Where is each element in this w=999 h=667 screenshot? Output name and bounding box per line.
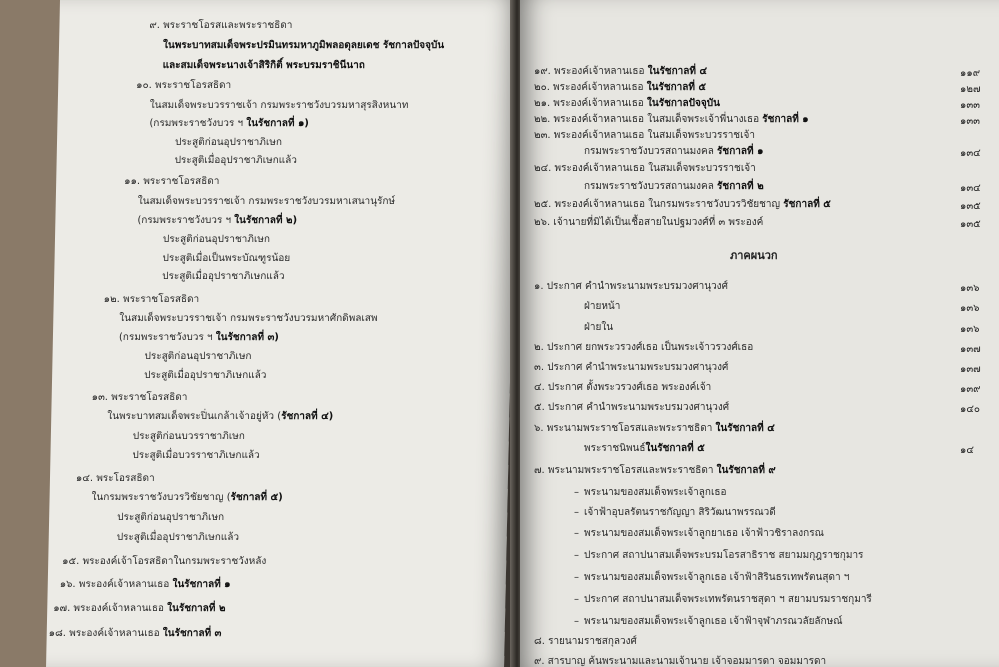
toc-entry: ๒. ประกาศ ยกพระวรวงศ์เธอ เป็นพระเจ้าวรวงศ์เธอ xyxy=(534,342,754,353)
list-dash: – xyxy=(574,572,579,583)
toc-page-number: ๑๒๗ xyxy=(960,84,981,95)
toc-line: ๑๑. พระราชโอรสธิดา xyxy=(124,176,220,187)
toc-entry: ๒๕. พระองค์เจ้าหลานเธอ ในกรมพระราชวังบวรวิชัยชาญ รัชกาลที่ ๕ xyxy=(534,199,831,210)
toc-entry: พระราชนิพนธ์ในรัชกาลที่ ๕ xyxy=(584,443,705,454)
toc-entry: ฝ่ายใน xyxy=(584,322,614,333)
toc-line: ๑๓. พระราชโอรสธิดา xyxy=(91,392,188,403)
list-dash: – xyxy=(574,594,579,605)
toc-line: ประสูติเมื่ออุปราชาภิเษกแล้ว xyxy=(116,532,240,543)
toc-page-number: ๑๓๓ xyxy=(960,100,981,111)
toc-line: ในสมเด็จพระบวรราชเจ้า กรมพระราชวังบวรมหาศักดิพลเสพ xyxy=(119,313,378,324)
toc-entry: ๕. ประกาศ คำนำพระนามพระบรมวงศานุวงศ์ xyxy=(534,402,730,413)
toc-line: (กรมพระราชวังบวร ฯ ในรัชกาลที่ ๒) xyxy=(137,215,298,226)
toc-page-number: ๑๓๓ xyxy=(960,116,981,127)
left-page xyxy=(46,0,518,667)
toc-page-number: ๑๓๖ xyxy=(960,283,980,294)
toc-line: (กรมพระราชวังบวร ฯ ในรัชกาลที่ ๓) xyxy=(118,332,280,343)
toc-page-number: ๑๓๗ xyxy=(960,364,981,375)
toc-line: ประสูติก่อนอุปราชาภิเษก xyxy=(174,137,283,148)
toc-line: ประสูติก่อนอุปราชาภิเษก xyxy=(117,512,225,523)
toc-entry: พระนามของสมเด็จพระเจ้าลูกเธอ เจ้าฟ้าสิรินธรเทพรัตนสุดา ฯ xyxy=(584,572,850,583)
toc-entry: ประกาศ สถาปนาสมเด็จพระบรมโอรสาธิราช สยามมกุฎราชกุมาร xyxy=(584,550,864,561)
toc-line: ในสมเด็จพระบวรราชเจ้า กรมพระราชวังบวรมหาเสนานุรักษ์ xyxy=(137,196,396,207)
toc-entry: กรมพระราชวังบวรสถานมงคล รัชกาลที่ ๑ xyxy=(584,146,764,157)
toc-entry: ๒๒. พระองค์เจ้าหลานเธอ ในสมเด็จพระเจ้าพี่นางเธอ รัชกาลที่ ๑ xyxy=(534,114,809,125)
toc-entry: พระนามของสมเด็จพระเจ้าลูกเธอ เจ้าฟ้าจุฬาภรณวลัยลักษณ์ xyxy=(584,616,843,627)
toc-line: ในกรมพระราชวังบวรวิชัยชาญ (รัชกาลที่ ๕) xyxy=(91,492,283,503)
toc-page-number: ๑๔๐ xyxy=(960,404,981,415)
toc-entry: เจ้าฟ้าอุบลรัตนราชกัญญา สิริวัฒนาพรรณวดี xyxy=(584,507,776,518)
toc-entry: พระนามของสมเด็จพระเจ้าลูกยาเธอ เจ้าฟ้าวชิราลงกรณ xyxy=(584,528,824,539)
toc-line: ประสูติก่อนบวรราชาภิเษก xyxy=(132,431,245,442)
appendix-heading: ภาคผนวก xyxy=(730,249,778,262)
toc-entry: ๒๑. พระองค์เจ้าหลานเธอ ในรัชกาลปัจจุบัน xyxy=(534,98,720,109)
toc-line: ประสูติเมื่ออุปราชาภิเษกแล้ว xyxy=(144,370,267,381)
toc-entry: ๒๐. พระองค์เจ้าหลานเธอ ในรัชกาลที่ ๕ xyxy=(534,82,707,93)
toc-line: ๙. พระราชโอรสและพระราชธิดา xyxy=(149,20,293,31)
toc-line: ประสูติเมื่ออุปราชาภิเษกแล้ว xyxy=(162,271,285,282)
toc-line: ในสมเด็จพระบวรราชเจ้า กรมพระราชวังบวรมหาสุรสิงหนาท xyxy=(149,100,409,111)
toc-page-number: ๑๔ xyxy=(960,445,974,456)
toc-line: ในพระบาทสมเด็จพระปรมินทรมหาภูมิพลอดุลยเดช รัชกาลปัจจุบัน xyxy=(162,40,445,51)
list-dash: – xyxy=(574,550,579,561)
toc-page-number: ๑๓๔ xyxy=(960,148,981,159)
list-dash: – xyxy=(574,487,579,498)
toc-entry: กรมพระราชวังบวรสถานมงคล รัชกาลที่ ๒ xyxy=(584,181,764,192)
toc-line: ประสูติเมื่ออุปราชาภิเษกแล้ว xyxy=(174,155,298,166)
toc-entry: ๒๖. เจ้านายที่มิได้เป็นเชื้อสายในปฐมวงศ์ที่ ๓ พระองค์ xyxy=(534,217,764,228)
toc-line: ๑๐. พระราชโอรสธิดา xyxy=(136,80,232,91)
toc-entry: ๑. ประกาศ คำนำพระนามพระบรมวงศานุวงศ์ xyxy=(534,281,728,292)
toc-entry: ๗. พระนามพระราชโอรสและพระราชธิดา ในรัชกาลที่ ๙ xyxy=(534,465,776,476)
toc-entry: ๔. ประกาศ ตั้งพระวรวงศ์เธอ พระองค์เจ้า xyxy=(534,382,712,393)
toc-entry: ๘. รายนามราชสกุลวงศ์ xyxy=(534,636,637,647)
toc-line: ๑๘. พระองค์เจ้าหลานเธอ ในรัชกาลที่ ๓ xyxy=(48,628,222,639)
toc-entry: ฝ่ายหน้า xyxy=(584,301,621,312)
toc-line: ประสูติก่อนอุปราชาภิเษก xyxy=(144,351,252,362)
toc-line: ๑๒. พระราชโอรสธิดา xyxy=(103,294,200,305)
toc-entry: ๖. พระนามพระราชโอรสและพระราชธิดา ในรัชกาลที่ ๔ xyxy=(534,423,775,434)
toc-entry: ประกาศ สถาปนาสมเด็จพระเทพรัตนราชสุดา ฯ สยามบรมราชกุมารี xyxy=(584,594,872,605)
toc-line: ในพระบาทสมเด็จพระปิ่นเกล้าเจ้าอยู่หัว (รัชกาลที่ ๔) xyxy=(107,411,334,422)
toc-line: ๑๗. พระองค์เจ้าหลานเธอ ในรัชกาลที่ ๒ xyxy=(53,603,226,614)
toc-page-number: ๑๑๙ xyxy=(960,68,981,79)
toc-entry: พระนามของสมเด็จพระเจ้าลูกเธอ xyxy=(584,487,727,498)
toc-entry: ๑๙. พระองค์เจ้าหลานเธอ ในรัชกาลที่ ๔ xyxy=(534,66,708,77)
list-dash: – xyxy=(574,616,579,627)
toc-line: ประสูติเมื่อบวรราชาภิเษกแล้ว xyxy=(132,450,260,461)
right-page xyxy=(520,0,999,667)
list-dash: – xyxy=(574,528,579,539)
toc-page-number: ๑๓๔ xyxy=(960,183,981,194)
toc-line: ๑๔. พระโอรสธิดา xyxy=(75,473,155,484)
toc-line: ประสูติเมื่อเป็นพระบัณฑูรน้อย xyxy=(162,253,291,264)
toc-line: ๑๕. พระองค์เจ้าโอรสธิดาในกรมพระราชวังหลัง xyxy=(62,556,267,567)
toc-page-number: ๑๓๗ xyxy=(960,344,981,355)
toc-entry: ๒๔. พระองค์เจ้าหลานเธอ ในสมเด็จพระบวรราชเจ้า xyxy=(534,163,756,174)
toc-line: ๑๖. พระองค์เจ้าหลานเธอ ในรัชกาลที่ ๑ xyxy=(59,579,231,590)
toc-page-number: ๑๓๖ xyxy=(960,303,980,314)
toc-entry: ๙. สารบาญ ค้นพระนามและนามเจ้านาย เจ้าจอมมารดา จอมมารดา xyxy=(534,656,827,667)
toc-entry: ๒๓. พระองค์เจ้าหลานเธอ ในสมเด็จพระบวรราชเจ้า xyxy=(534,130,755,141)
list-dash: – xyxy=(574,507,579,518)
toc-line: ประสูติก่อนอุปราชาภิเษก xyxy=(162,234,271,245)
toc-line: และสมเด็จพระนางเจ้าสิริกิติ์ พระบรมราชินีนาถ xyxy=(162,60,365,71)
toc-page-number: ๑๓๖ xyxy=(960,324,980,335)
toc-line: (กรมพระราชวังบวร ฯ ในรัชกาลที่ ๑) xyxy=(149,118,310,129)
toc-page-number: ๑๓๕ xyxy=(960,201,981,212)
toc-page-number: ๑๓๕ xyxy=(960,219,981,230)
toc-entry: ๓. ประกาศ คำนำพระนามพระบรมวงศานุวงศ์ xyxy=(534,362,729,373)
toc-page-number: ๑๓๙ xyxy=(960,384,981,395)
